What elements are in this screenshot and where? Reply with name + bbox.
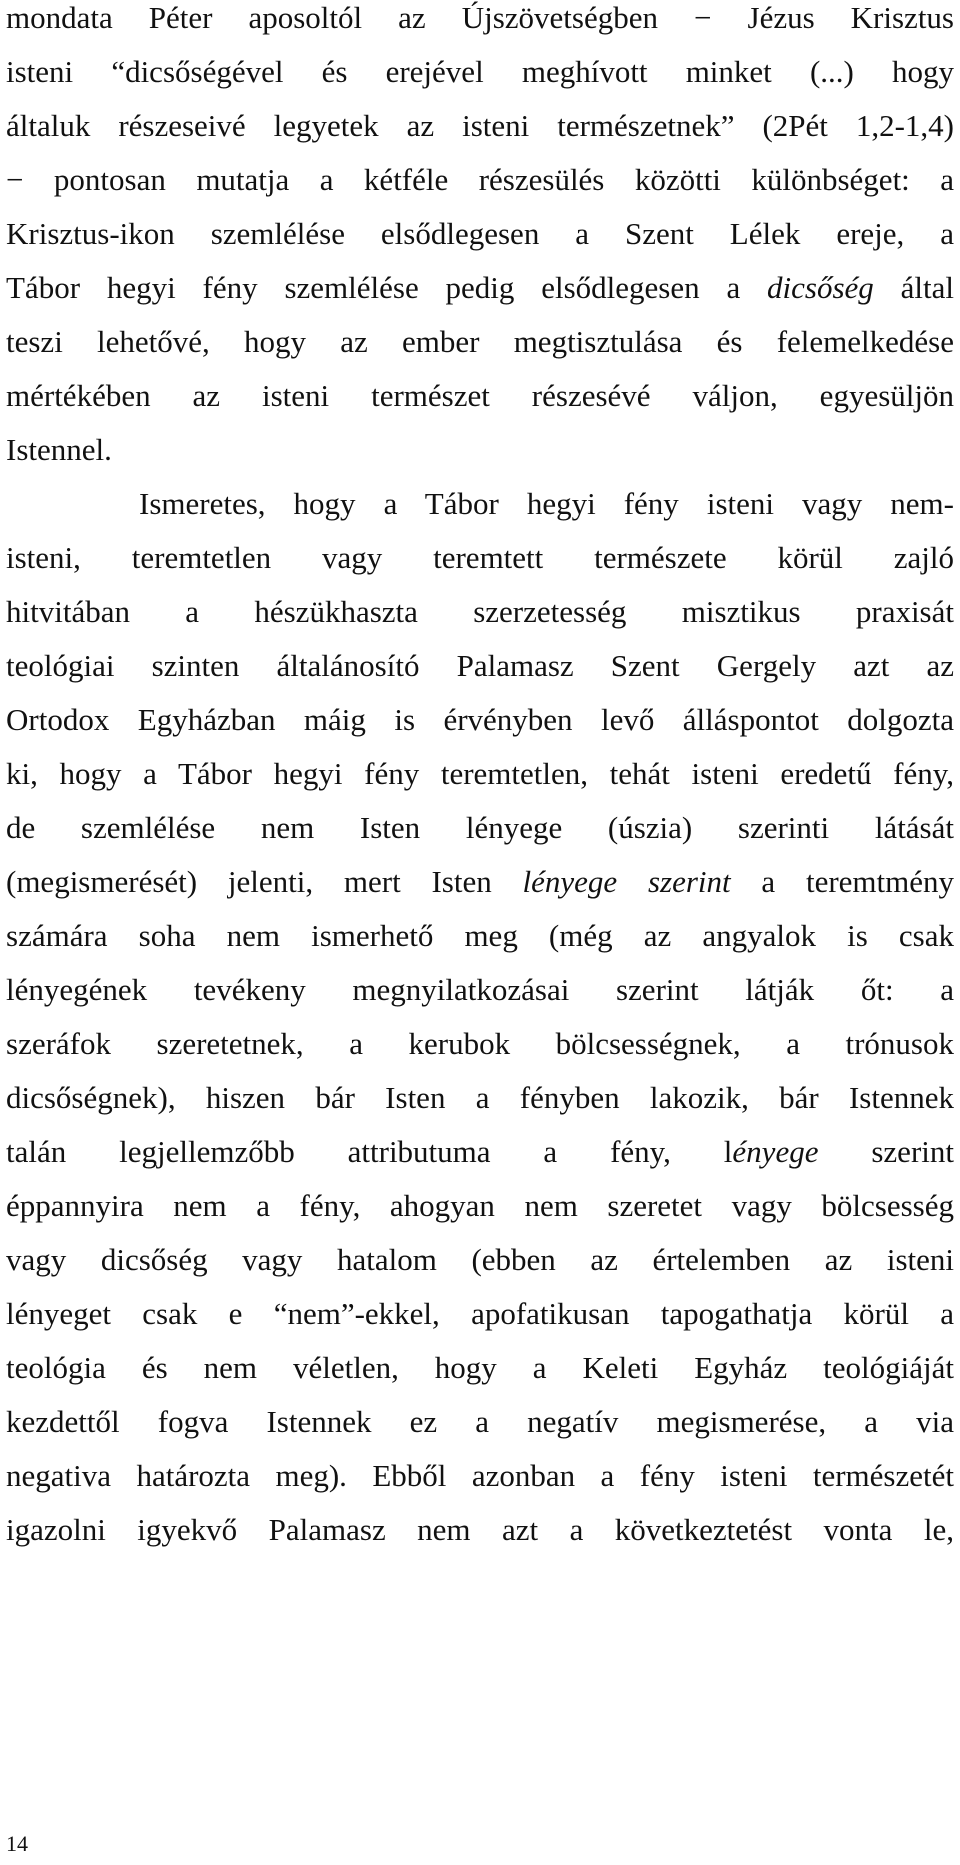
text-run: általuk részeseivé legyetek az isteni természetnek” (2Pét 1,2-1,4) (6, 108, 954, 143)
text-line (6, 0, 954, 54)
text-run: mondata Péter aposoltól az Újszövetségben − Jézus Krisztus (6, 0, 954, 35)
text-run: szeráfok szeretetnek, a kerubok bölcsességnek, a trónusok (6, 1026, 954, 1061)
document-body (6, 0, 954, 1566)
text-run: de szemlélése nem Isten lényege (úszia) szerinti látását (6, 810, 954, 845)
text-line (6, 1404, 954, 1458)
text-run: − pontosan mutatja a kétféle részesülés közötti különbséget: a (6, 162, 954, 197)
text-run: isteni “dicsőségével és erejével meghívott minket (...) hogy (6, 54, 954, 89)
text-line (6, 108, 954, 162)
text-line (6, 1026, 954, 1080)
text-run: dicsőségnek), hiszen bár Isten a fényben lakozik, bár Istennek (6, 1080, 954, 1115)
text-run: igazolni igyekvő Palamasz nem azt a következtetést vonta le, (6, 1512, 954, 1547)
text-run: Tábor hegyi fény szemlélése pedig elsődlegesen a (6, 270, 768, 305)
text-run: hitvitában a hészükhaszta szerzetesség misztikus praxisát (6, 594, 954, 629)
text-run: Krisztus-ikon szemlélése elsődlegesen a Szent Lélek ereje, a (6, 216, 954, 251)
text-run: teológia és nem véletlen, hogy a Keleti Egyház teológiáját (6, 1350, 954, 1385)
text-line (6, 324, 954, 378)
text-run: szerint (818, 1134, 954, 1169)
page-number: 14 (6, 1831, 28, 1856)
text-run: Istennel. (6, 432, 112, 467)
text-run: a teremtmény (730, 864, 955, 899)
text-line (6, 54, 954, 108)
text-line (6, 1458, 954, 1512)
text-run: által (873, 270, 954, 305)
text-run: mértékében az isteni természet részesévé váljon, egyesüljön (6, 378, 954, 413)
text-line (6, 270, 954, 324)
text-line (6, 486, 954, 540)
text-run: kezdettől fogva Istennek ez a negatív megismerése, a via (6, 1404, 954, 1439)
text-line (6, 1134, 954, 1188)
italic-text: lényege szerint (522, 864, 731, 899)
text-run: negativa határozta meg). Ebből azonban a fény isteni természetét (6, 1458, 954, 1493)
text-line (6, 1080, 954, 1134)
text-line (6, 918, 954, 972)
italic-text: ényege (732, 1134, 819, 1169)
text-line (6, 810, 954, 864)
text-line (6, 972, 954, 1026)
text-run: Ortodox Egyházban máig is érvényben levő álláspontot dolgozta (6, 702, 954, 737)
text-line (6, 432, 954, 486)
text-line (6, 864, 954, 918)
paragraph (6, 0, 954, 486)
text-line (6, 1296, 954, 1350)
text-line (6, 1350, 954, 1404)
text-run: lényeget csak e “nem”-ekkel, apofatikusan tapogathatja körül a (6, 1296, 954, 1331)
text-run: teszi lehetővé, hogy az ember megtisztulása és felemelkedése (6, 324, 954, 359)
text-line (6, 648, 954, 702)
text-line (6, 162, 954, 216)
text-run: éppannyira nem a fény, ahogyan nem szeretet vagy bölcsesség (6, 1188, 954, 1223)
text-run: (megismerését) jelenti, mert Isten (6, 864, 523, 899)
italic-text: dicsőség (767, 270, 874, 305)
text-run: Ismeretes, hogy a Tábor hegyi fény isteni vagy nem- (139, 486, 954, 521)
text-line (6, 1512, 954, 1566)
text-run: isteni, teremtetlen vagy teremtett természete körül zajló (6, 540, 954, 575)
text-line (6, 702, 954, 756)
text-line (6, 756, 954, 810)
text-run: lényegének tevékeny megnyilatkozásai szerint látják őt: a (6, 972, 954, 1007)
paragraph (6, 486, 954, 1566)
text-line (6, 1242, 954, 1296)
text-run: számára soha nem ismerhető meg (még az angyalok is csak (6, 918, 954, 953)
text-run: talán legjellemzőbb attributuma a fény, l (6, 1134, 733, 1169)
text-line (6, 540, 954, 594)
text-run: teológiai szinten általánosító Palamasz Szent Gergely azt az (6, 648, 954, 683)
text-line (6, 216, 954, 270)
text-run: ki, hogy a Tábor hegyi fény teremtetlen, tehát isteni eredetű fény, (6, 756, 954, 791)
text-run: vagy dicsőség vagy hatalom (ebben az értelemben az isteni (6, 1242, 954, 1277)
text-line (6, 1188, 954, 1242)
text-line (6, 378, 954, 432)
text-line (6, 594, 954, 648)
